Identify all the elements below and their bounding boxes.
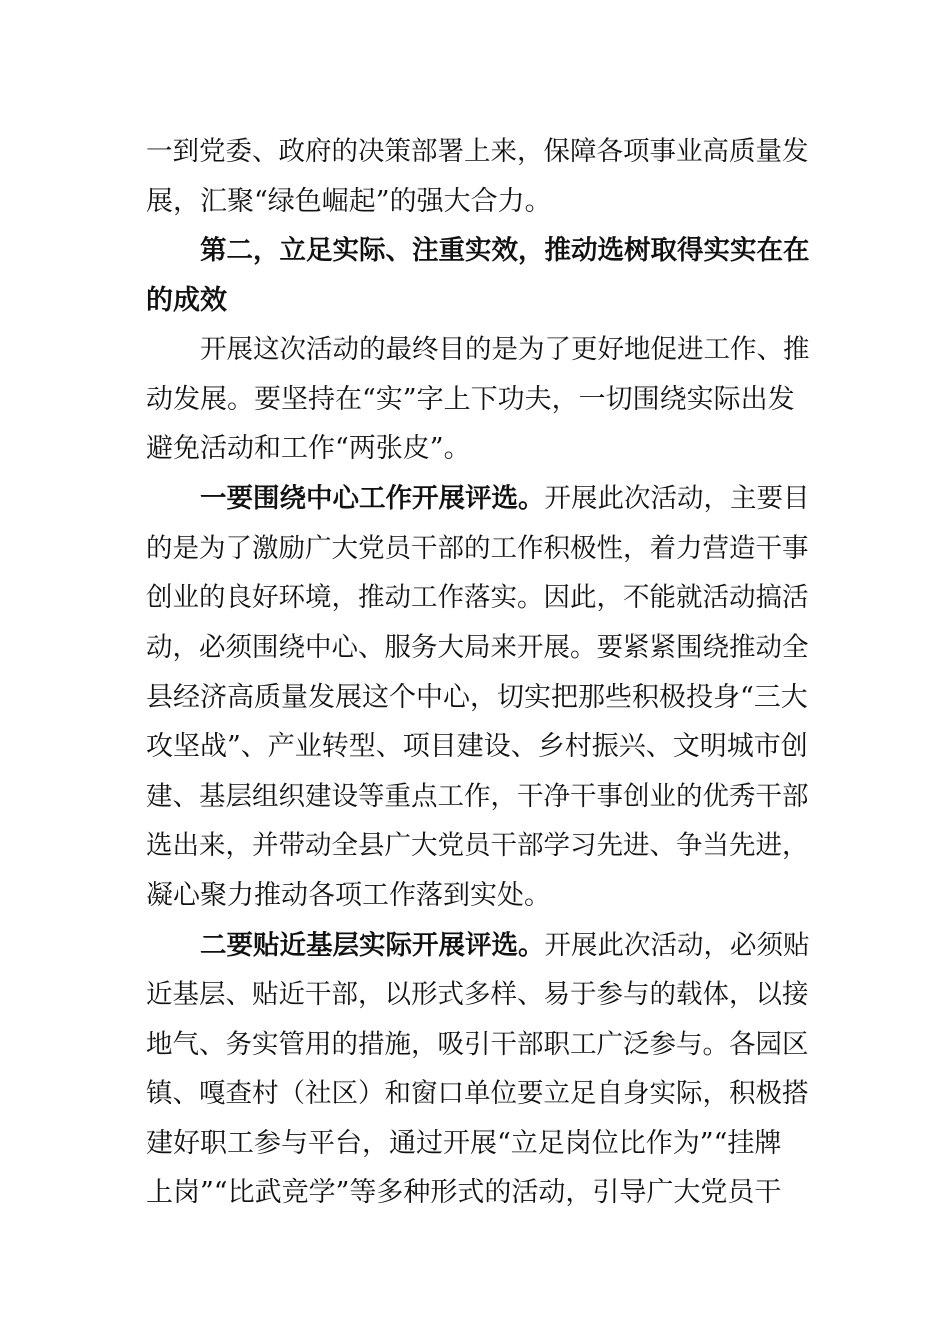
body-text-line: 开展这次活动的最终目的是为了更好地促进工作、推 bbox=[200, 334, 810, 365]
body-text-line: 镇、嘎查村（社区）和窗口单位要立足自身实际，积极搭 bbox=[146, 1078, 809, 1109]
body-text-line: 展，汇聚“绿色崛起”的强大合力。 bbox=[146, 186, 552, 217]
body-text-line: 一到党委、政府的决策部署上来，保障各项事业高质量发 bbox=[146, 136, 809, 167]
body-text-line: 建好职工参与平台，通过开展“立足岗位比作为”“挂牌 bbox=[146, 1128, 782, 1159]
body-text-line: 凝心聚力推动各项工作落到实处。 bbox=[146, 880, 551, 911]
body-text-line: 建、基层组织建设等重点工作，干净干事创业的优秀干部 bbox=[146, 781, 809, 812]
body-text-line: 地气、务实管用的措施，吸引干部职工广泛参与。各园区 bbox=[146, 1029, 809, 1060]
body-text-line: 上岗”“比武竞学”等多种形式的活动，引导广大党员干 bbox=[146, 1177, 782, 1208]
paragraph-lead-in: 一要围绕中心工作开展评选。 bbox=[200, 483, 545, 514]
paragraph-text: 开展此次活动，必须贴 bbox=[544, 930, 810, 961]
body-text-line: 创业的良好环境，推动工作落实。因此，不能就活动搞活 bbox=[146, 582, 809, 613]
body-text-line: 动，必须围绕中心、服务大局来开展。要紧紧围绕推动全 bbox=[146, 632, 809, 663]
body-text-line: 近基层、贴近干部，以形式多样、易于参与的载体，以接 bbox=[146, 979, 809, 1010]
body-text-line: 选出来，并带动全县广大党员干部学习先进、争当先进， bbox=[146, 830, 809, 861]
paragraph-text: 开展此次活动，主要目 bbox=[544, 483, 810, 514]
paragraph-first-line bbox=[200, 924, 810, 968]
paragraph-lead-in: 二要贴近基层实际开展评选。 bbox=[200, 930, 545, 961]
section-heading-line: 的成效 bbox=[146, 285, 227, 316]
body-text-line: 县经济高质量发展这个中心，切实把那些积极投身“三大 bbox=[146, 682, 808, 713]
body-text-line: 动发展。要坚持在“实”字上下功夫，一切围绕实际出发 bbox=[146, 384, 795, 415]
paragraph-first-line bbox=[200, 477, 810, 521]
section-heading-line: 第二，立足实际、注重实效，推动选树取得实实在在 bbox=[200, 235, 810, 266]
body-text-line: 攻坚战”、产业转型、项目建设、乡村振兴、文明城市创 bbox=[146, 731, 808, 762]
body-text-line: 的是为了激励广大党员干部的工作积极性，着力营造干事 bbox=[146, 533, 809, 564]
body-text-line: 避免活动和工作“两张皮”。 bbox=[146, 433, 471, 464]
